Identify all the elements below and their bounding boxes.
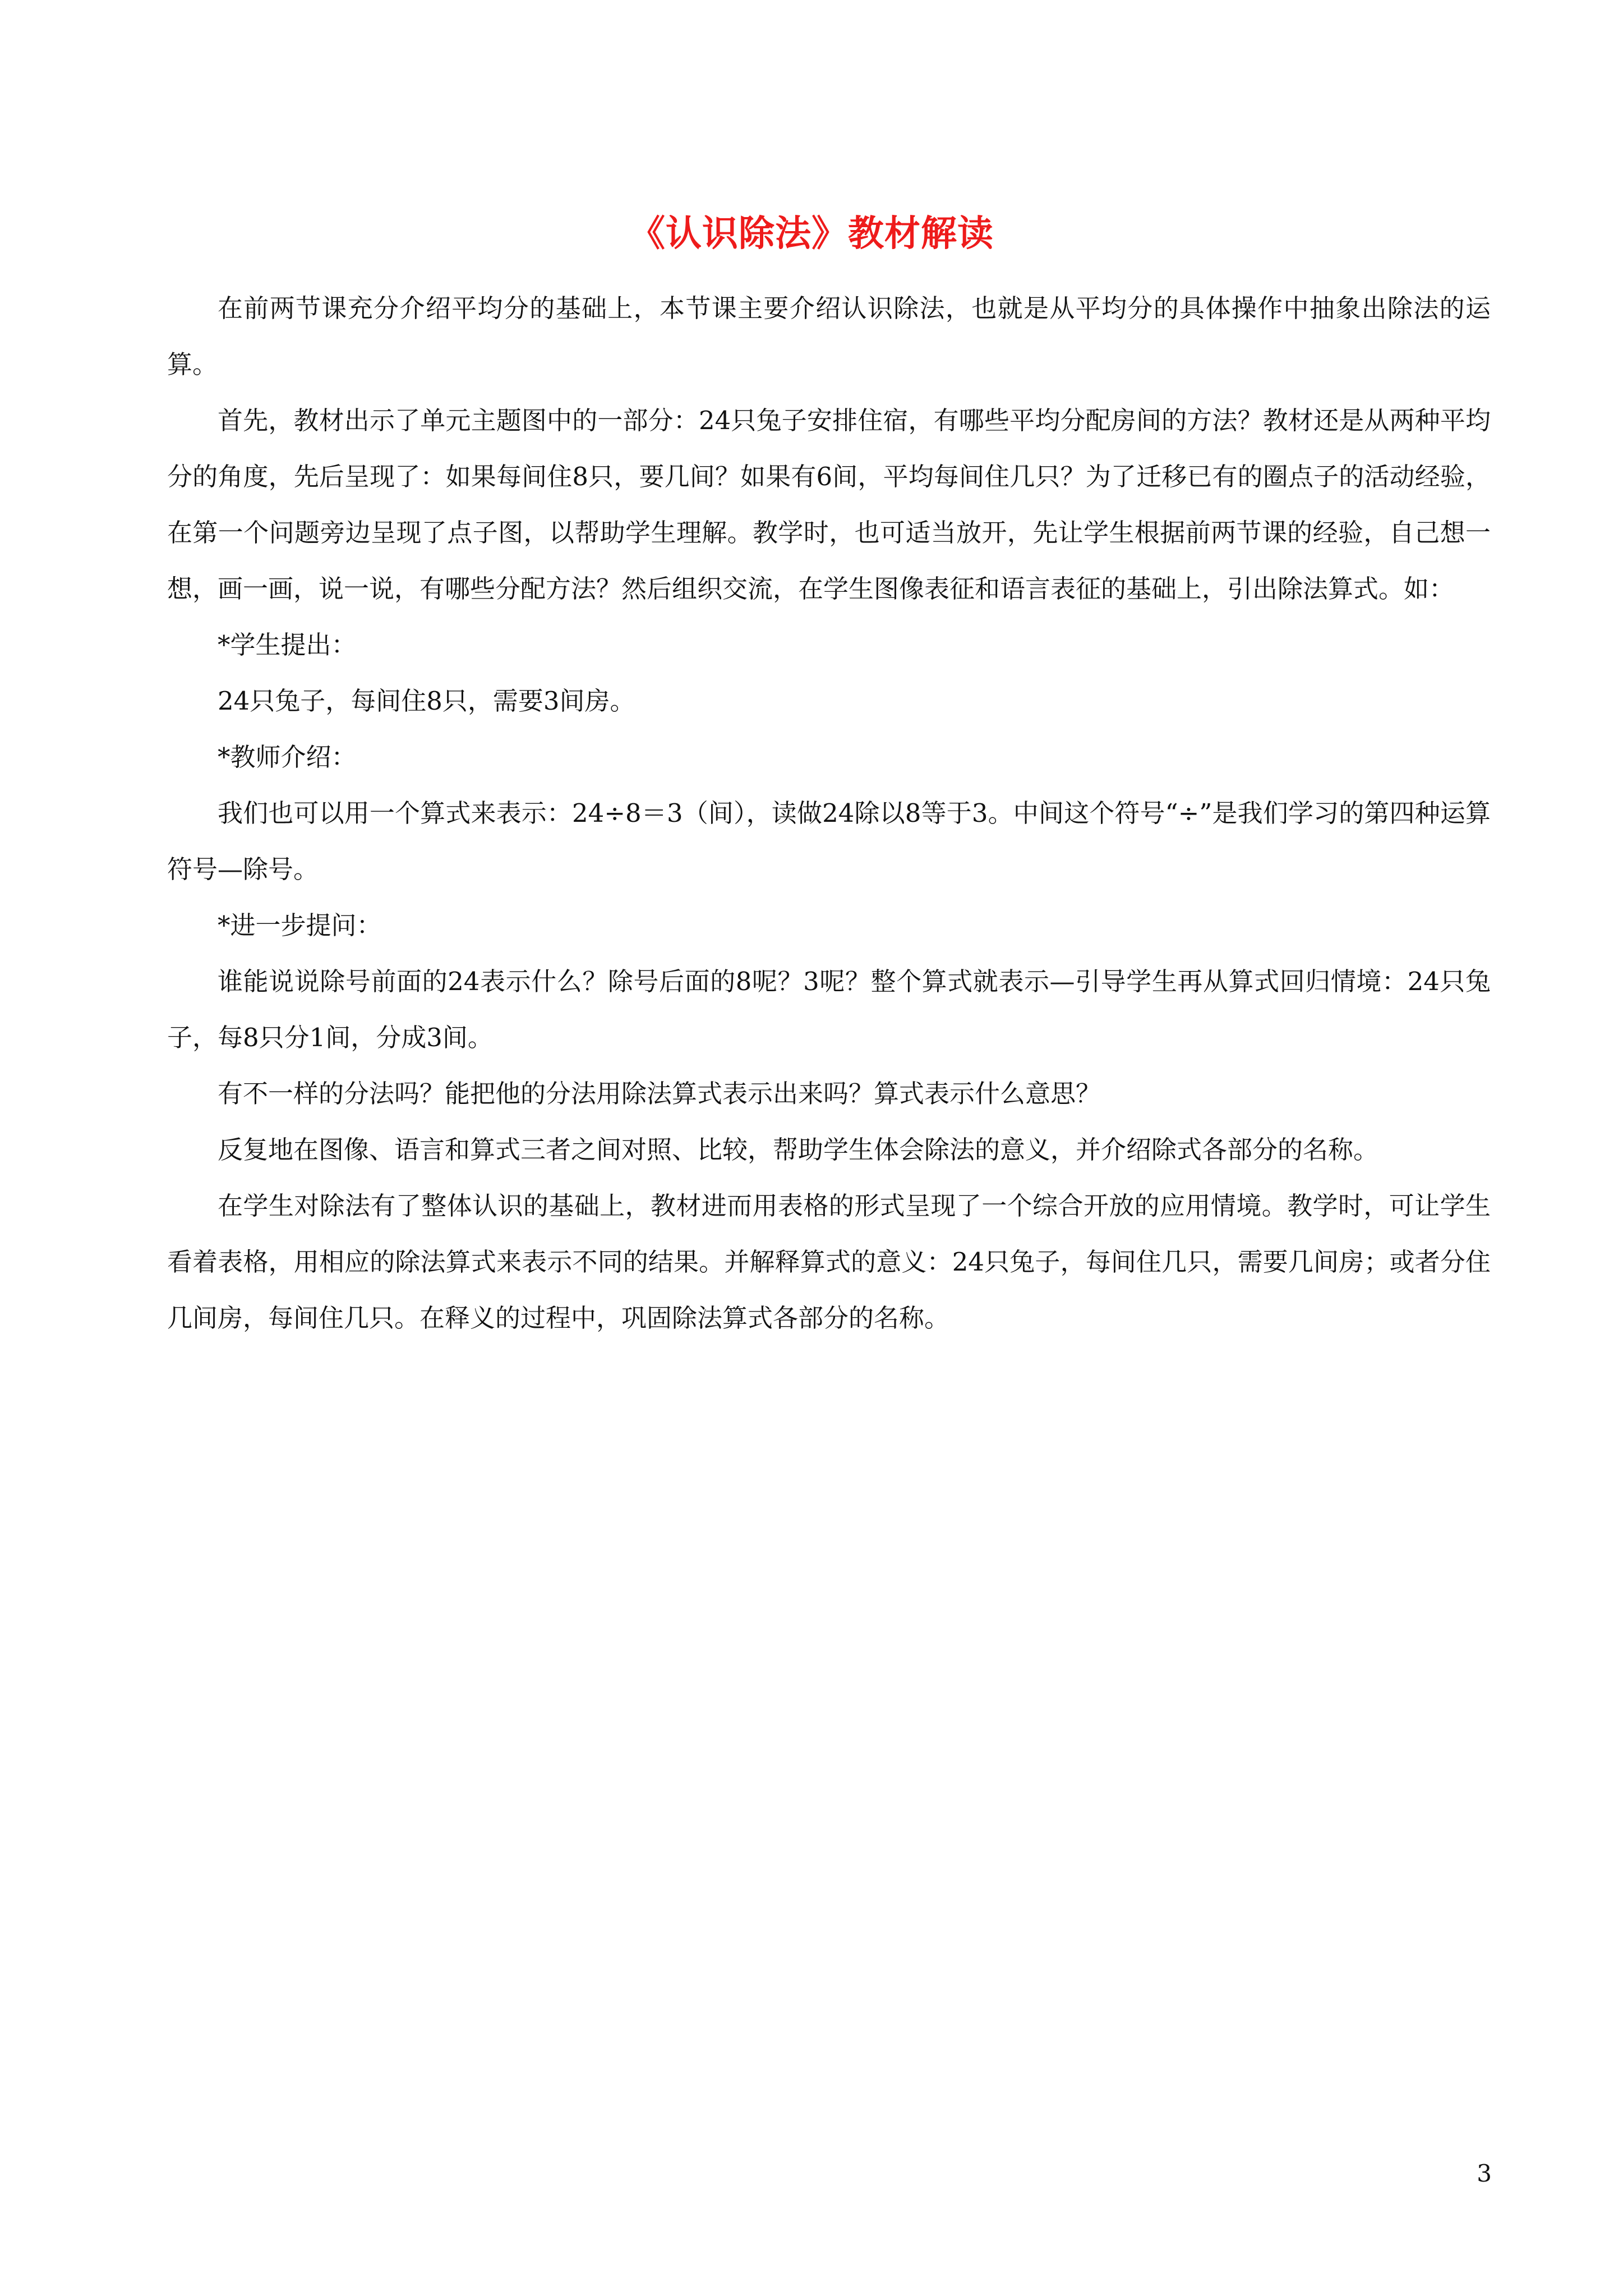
paragraph-further-question: 谁能说说除号前面的24表示什么？除号后面的8呢？3呢？整个算式就表示—引导学生再从算式回归情境：24只兔子，每8只分1间，分成3间。 [167,967,1491,1052]
paragraph-textbook-presentation: 首先，教材出示了单元主题图中的一部分：24只兔子安排住宿，有哪些平均分配房间的方法？教材还是从两种平均分的角度，先后呈现了：如果每间住8只，要几间？如果有6间，平均每间住几只？为了迁移已有的圈点子的活动经验，在第一个问题旁边呈现了点子图，以帮助学生理解。教学时，也可适当放开，先让学生根据前两节课的经验，自己想一想，画一画，说一说，有哪些分配方法？然后组织交流，在学生图像表征和语言表征的基础上，引出除法算式。如： [167,406,1491,604]
paragraph-student-answer: 24只兔子，每间住8只，需要3间房。 [218,686,635,716]
paragraph-further-question-label: *进一步提问： [218,910,382,940]
paragraph-intro: 在前两节课充分介绍平均分的基础上，本节课主要介绍认识除法，也就是从平均分的具体操作中抽象出除法的运算。 [167,293,1491,379]
paragraph-comparison: 反复地在图像、语言和算式三者之间对照、比较，帮助学生体会除法的意义，并介绍除式各部分的名称。 [218,1135,1379,1165]
paragraph-teacher-explanation: 我们也可以用一个算式来表示：24÷8＝3（间），读做24除以8等于3。中间这个符号“÷”是我们学习的第四种运算符号—除号。 [167,798,1491,884]
paragraph-student-prompt-label: *学生提出： [218,630,357,660]
document-title: 《认识除法》教材解读 [629,213,994,255]
paragraph-application: 在学生对除法有了整体认识的基础上，教材进而用表格的形式呈现了一个综合开放的应用情境。教学时，可让学生看着表格，用相应的除法算式来表示不同的结果。并解释算式的意义：24只兔子，每间住几只，需要几间房；或者分住几间房，每间住几只。在释义的过程中，巩固除法算式各部分的名称。 [167,1191,1491,1333]
paragraph-alternative-method: 有不一样的分法吗？能把他的分法用除法算式表示出来吗？算式表示什么意思？ [218,1079,1101,1108]
page-number: 3 [1477,2160,1492,2187]
document-body [167,280,1491,1346]
paragraph-teacher-label: *教师介绍： [218,742,357,772]
